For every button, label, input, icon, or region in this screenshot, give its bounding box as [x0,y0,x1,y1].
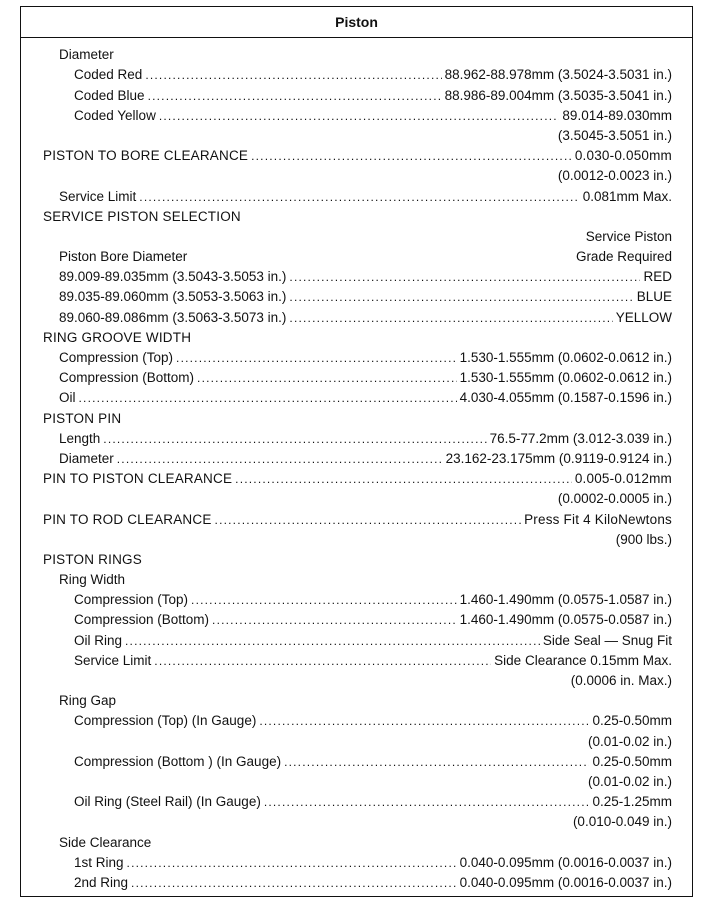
spec-row-pin-rod-clearance: PIN TO ROD CLEARANCE ..... Press Fit 4 KiloNewtons [43,507,672,527]
piston-pin-heading: PISTON PIN [43,410,122,426]
spec-row-width-oil-ring: Oil Ring ..... Side Seal — Snug Fit [43,628,672,648]
spec-table [20,6,693,897]
leader-dots [176,350,457,366]
spec-row-continuation: (0.010-0.049 in.) [572,814,672,830]
service-selection-col-header-1: Service Piston [585,228,672,244]
leader-dots [215,512,522,528]
leader-dots [117,451,443,467]
leader-dots [264,794,590,810]
spec-row-continuation: (0.01-0.02 in.) [587,733,672,749]
spec-row-coded-yellow: Coded Yellow ..... 89.014-89.030mm [43,104,672,124]
spec-row-gap-comp-bottom: Compression (Bottom ) (In Gauge) ..... 0.25-0.50mm [43,750,672,770]
ring-groove-heading: RING GROOVE WIDTH [43,329,192,345]
leader-dots [103,431,486,447]
spec-row-gap-comp-top: Compression (Top) (In Gauge) ..... 0.25-0.50mm [43,709,672,729]
ring-gap-heading: Ring Gap [59,693,117,709]
service-selection-heading: SERVICE PISTON SELECTION [43,208,241,224]
ring-width-heading: Ring Width [59,572,126,588]
spec-row-groove-comp-top: Compression (Top) ..... 1.530-1.555mm (0.0602-0.0612 in.) [43,346,672,366]
leader-dots [259,713,589,729]
spec-row-continuation: (900 lbs.) [615,531,672,547]
piston-rings-heading: PISTON RINGS [43,551,142,567]
spec-row-bore-red: 89.009-89.035mm (3.5043-3.5053 in.) ..... RED [43,265,672,285]
spec-row-side-2nd-ring: 2nd Ring ..... 0.040-0.095mm (0.0016-0.0037 in.) [43,871,672,891]
spec-row-continuation: (0.0006 in. Max.) [570,673,672,688]
leader-dots [79,390,457,406]
leader-dots [289,310,612,326]
leader-dots [127,855,457,871]
diameter-heading: Diameter [59,47,114,63]
leader-dots [145,67,441,83]
spec-row-continuation: (0.0012-0.0023 in.) [557,168,672,184]
spec-row-groove-oil: Oil ..... 4.030-4.055mm (0.1587-0.1596 in.) [43,386,672,406]
spec-row-pin-length: Length ..... 76.5-77.2mm (3.012-3.039 in.) [43,427,672,447]
leader-dots [139,189,579,205]
spec-row-groove-comp-bottom: Compression (Bottom) ..... 1.530-1.555mm (0.0602-0.0612 in.) [43,366,672,386]
leader-dots [159,108,560,124]
service-selection-col-header-2: Piston Bore Diameter Grade Required [59,249,672,265]
leader-dots [284,754,589,770]
spec-row-bore-clearance: PISTON TO BORE CLEARANCE ..... 0.030-0.050mm [43,144,672,164]
leader-dots [212,612,457,628]
leader-dots [191,592,457,608]
leader-dots [235,471,572,487]
leader-dots [289,269,640,285]
spec-row-gap-oil-ring: Oil Ring (Steel Rail) (In Gauge) ..... 0.25-1.25mm [43,790,672,810]
spec-row-pin-piston-clearance: PIN TO PISTON CLEARANCE ..... 0.005-0.012mm [43,467,672,487]
leader-dots [125,633,540,649]
spec-row-continuation: (0.0002-0.0005 in.) [557,491,672,507]
spec-row-width-service-limit: Service Limit ..... Side Clearance 0.15mm Max. [43,649,672,669]
spec-row-pin-diameter: Diameter ..... 23.162-23.175mm (0.9119-0.9124 in.) [43,447,672,467]
leader-dots [289,289,633,305]
spec-row-bore-service-limit: Service Limit ..... 0.081mm Max. [43,184,672,204]
side-clearance-heading: Side Clearance [59,834,152,850]
spec-row-bore-blue: 89.035-89.060mm (3.5053-3.5063 in.) ..... BLUE [43,285,672,305]
leader-dots [197,370,457,386]
spec-row-bore-yellow: 89.060-89.086mm (3.5063-3.5073 in.) ..... YELLOW [43,305,672,325]
spec-row-width-comp-bottom: Compression (Bottom) ..... 1.460-1.490mm (0.0575-0.0587 in.) [43,608,672,628]
leader-dots [154,653,491,669]
table-title: Piston [21,7,692,38]
spec-row-side-1st-ring: 1st Ring ..... 0.040-0.095mm (0.0016-0.0037 in.) [43,851,672,871]
spec-row-continuation: (0.01-0.02 in.) [587,773,672,789]
spec-content [21,38,692,891]
spec-row-continuation: (3.5045-3.5051 in.) [557,127,672,143]
spec-row-coded-blue: Coded Blue ..... 88.986-89.004mm (3.5035-3.5041 in.) [43,83,672,103]
spec-row-width-comp-top: Compression (Top) ..... 1.460-1.490mm (0.0575-1.0587 in.) [43,588,672,608]
spec-row-coded-red: Coded Red ..... 88.962-88.978mm (3.5024-3.5031 in.) [43,63,672,83]
leader-dots [148,88,442,104]
leader-dots [131,875,457,891]
leader-dots [251,148,572,164]
